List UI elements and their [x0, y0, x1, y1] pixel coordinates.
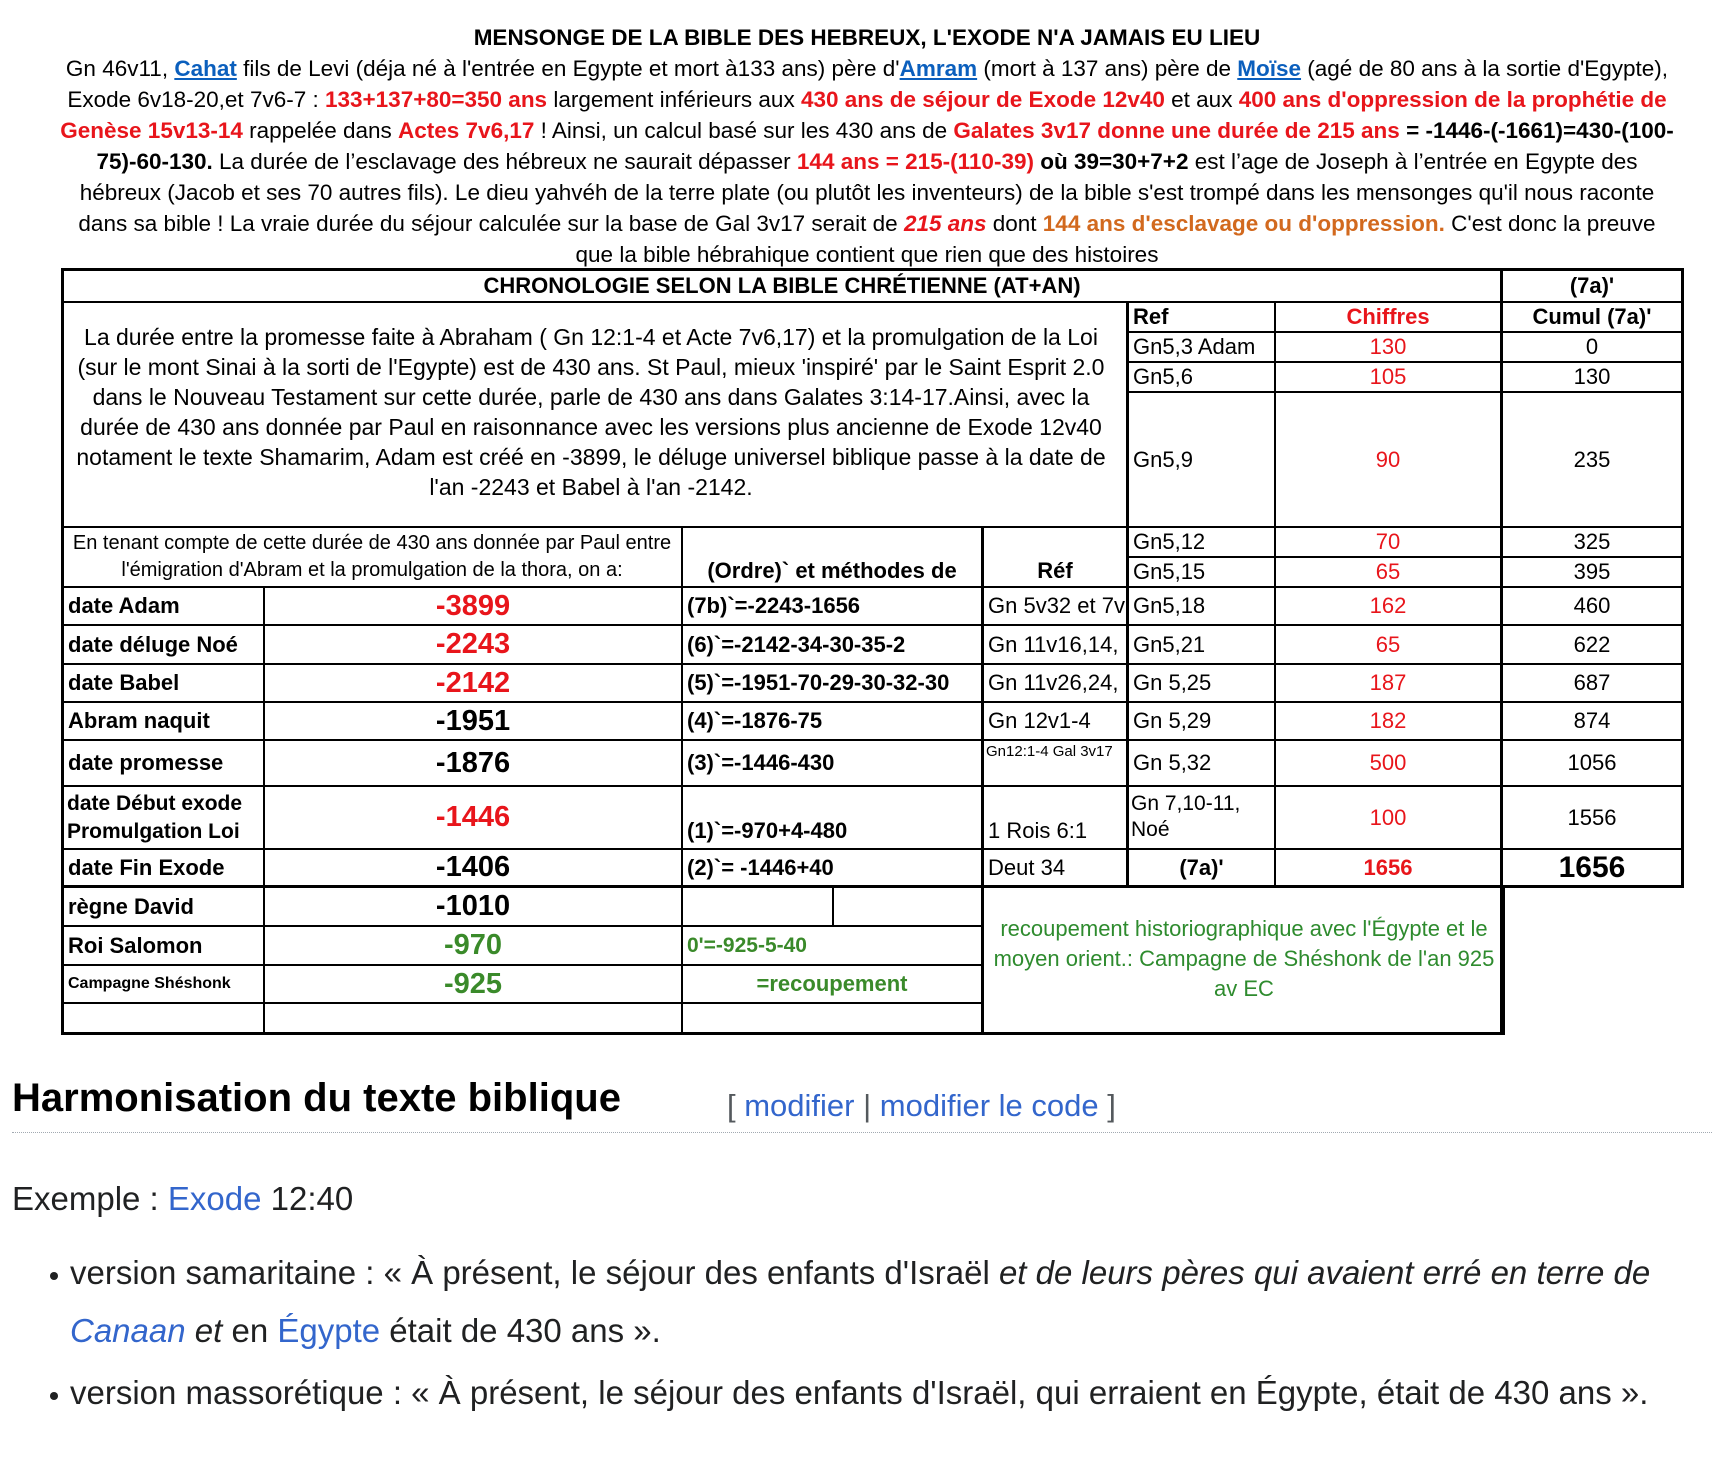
intro-highlight: 133+137+80=350 ans: [324, 87, 548, 112]
genealogy-cumul: 235: [1573, 446, 1611, 472]
table-note: En tenant compte de cette durée de 430 ans donnée par Paul entre l'émigration d'Abram et la promulgation de la thora, on a:: [72, 532, 672, 581]
date-label: règne David: [68, 893, 194, 919]
genealogy-chiffre: 70: [1375, 529, 1401, 554]
intro-title: MENSONGE DE LA BIBLE DES HEBREUX, L'EXODE N'A JAMAIS EU LIEU: [473, 25, 1261, 50]
intro-text: Gn 46v11,: [65, 56, 175, 81]
date-value: -1010: [435, 890, 511, 922]
genealogy-cumul: 130: [1573, 364, 1611, 389]
date-value: -925: [443, 967, 503, 1000]
intro-text: et aux: [1164, 87, 1239, 112]
col-chiffres-header: Chiffres: [1346, 304, 1430, 329]
intro-highlight-orange: 144 ans d'esclavage ou d'oppression.: [1042, 211, 1445, 236]
intro-text: rappelée dans: [242, 118, 399, 143]
genealogy-ref: Gn5,6: [1133, 364, 1193, 389]
date-method: (1)`=-970+4-480: [687, 817, 848, 843]
genealogy-ref: Gn5,18: [1133, 593, 1206, 618]
date-ref: Gn12:1-4 Gal 3v17: [986, 743, 1113, 760]
bullet-icon: [50, 1392, 58, 1400]
date-method: (3)`=-1446-430: [687, 750, 835, 775]
intro-text: dont: [986, 211, 1043, 236]
intro-highlight: Galates 3v17 donne une durée de 215 ans: [953, 118, 1400, 143]
bullet-massoretique: version massorétique : « À présent, le séjour des enfants d'Israël, qui erraient en Égypte, était de 430 ans ».: [70, 1374, 1649, 1411]
genealogy-chiffre: 100: [1369, 804, 1407, 830]
genealogy-cumul: 622: [1573, 631, 1611, 657]
ref-line: Noé: [1131, 818, 1170, 841]
genealogy-cumul: 874: [1573, 708, 1611, 733]
table-border: [61, 1002, 982, 1004]
date-value: -1876: [435, 746, 511, 779]
genealogy-ref: Gn 5,32: [1133, 750, 1212, 775]
exode-link[interactable]: Exode: [167, 1180, 262, 1217]
date-label-line: Promulgation Loi: [67, 820, 240, 843]
genealogy-chiffre: 187: [1369, 670, 1407, 695]
bullet-samaritaine: [70, 1244, 1720, 1360]
edit-separator: |: [854, 1088, 880, 1123]
date-label-line: date Début exode: [67, 792, 243, 815]
date-label: date Fin Exode: [68, 854, 225, 880]
total-ref: (7a)': [1179, 854, 1224, 880]
intro-text: (mort à 137 ans) père de: [977, 56, 1238, 81]
intro-text: (agé de 80 ans à la sortie d'Egypte), Exode 6v18-20,et 7v6-7 :: [67, 56, 1669, 112]
recoupement-note: recoupement historiographique avec l'Égypte et le moyen orient.: Campagne de Shéshonk de l'an 925 av EC: [993, 916, 1495, 1001]
table-header-right: (7a)': [1569, 273, 1615, 298]
intro-highlight: 400 ans d'oppression de la prophétie de Genèse 15v13-14: [60, 87, 1667, 143]
genealogy-chiffre: 65: [1375, 559, 1401, 584]
intro-bold: = -1446-(-1661)=430-(100-75)-60-130.: [96, 118, 1674, 174]
date-label: Campagne Shéshonk: [68, 975, 231, 992]
bullet-text: version samaritaine : « À présent, le séjour des enfants d'Israël: [70, 1254, 999, 1291]
date-label: date déluge Noé: [68, 631, 238, 657]
genealogy-ref: [1131, 791, 1274, 843]
genealogy-cumul: 395: [1573, 559, 1611, 584]
intro-text: La durée de l’esclavage des hébreux ne saurait dépasser: [212, 149, 797, 174]
date-method: (2)`= -1446+40: [687, 854, 834, 880]
date-ref: Deut 34: [988, 854, 1066, 880]
edit-link[interactable]: modifier: [744, 1088, 855, 1123]
ref-header: Réf: [1037, 558, 1073, 583]
date-ref: Gn 11v26,24,: [988, 670, 1119, 695]
genealogy-ref: Gn5,21: [1133, 631, 1206, 657]
edit-bracket: [: [727, 1088, 745, 1123]
bullet-icon: [50, 1272, 58, 1280]
genealogy-cumul: 687: [1573, 670, 1611, 695]
genealogy-ref: Gn5,15: [1133, 559, 1206, 584]
intro-highlight: Actes 7v6,17: [398, 118, 535, 143]
date-method: (6)`=-2142-34-30-35-2: [687, 631, 906, 657]
table-border: [61, 1032, 1503, 1035]
date-ref: Gn 5v32 et 7v: [988, 593, 1125, 618]
intro-highlight: 144 ans = 215-(110-39): [796, 149, 1034, 174]
intro-block: [60, 22, 1674, 270]
example-line: [12, 1170, 353, 1228]
amram-link[interactable]: Amram: [899, 56, 978, 81]
table-border: [1502, 885, 1505, 1035]
date-label: date promesse: [68, 750, 224, 775]
intro-text: fils de Levi (déja né à l'entrée en Egypte et mort à133 ans) père d': [236, 56, 900, 81]
genealogy-ref: Gn 5,29: [1133, 708, 1212, 733]
total-chiffre: 1656: [1363, 854, 1413, 880]
intro-bold: où 39=30+7+2: [1033, 149, 1189, 174]
table-header: CHRONOLOGIE SELON LA BIBLE CHRÉTIENNE (AT+AN): [483, 273, 1081, 298]
total-cumul: 1656: [1558, 850, 1626, 884]
ref-line: Gn 7,10-11,: [1131, 792, 1241, 815]
date-method: (5)`=-1951-70-29-30-32-30: [687, 670, 950, 695]
intro-highlight: 215 ans: [903, 211, 987, 236]
date-label: Abram naquit: [68, 708, 210, 733]
date-value: -970: [443, 929, 503, 961]
date-label: Roi Salomon: [68, 932, 203, 958]
bullet-text: était de 430 ans ».: [380, 1312, 661, 1349]
section-title: Harmonisation du texte biblique: [12, 1076, 621, 1120]
genealogy-cumul: 0: [1585, 334, 1599, 359]
intro-text: largement inférieurs aux: [547, 87, 801, 112]
date-label: date Babel: [68, 670, 180, 695]
genealogy-chiffre: 105: [1369, 364, 1407, 389]
section-heading: [12, 1076, 1712, 1133]
date-ref: Gn 12v1-4: [988, 708, 1091, 733]
genealogy-chiffre: 162: [1369, 593, 1407, 618]
genealogy-chiffre: 500: [1369, 750, 1407, 775]
example-prefix: Exemple :: [12, 1180, 168, 1217]
section-edit-links: [727, 1088, 1116, 1124]
date-method: 0'=-925-5-40: [687, 933, 807, 957]
genealogy-chiffre: 90: [1375, 446, 1401, 472]
genealogy-cumul: 1056: [1567, 750, 1617, 775]
intro-text: est l’age de Joseph à l’entrée en Egypte des hébreux (Jacob et ses 70 autres fils). Le dieu yahvéh de la terre plate (ou plutôt les inventeurs) de la bible s'est trompé dans les mensonges qu'il nous raconte dans sa bible ! La vraie durée du séjour calculée sur la base de Gal 3v17 serait de: [78, 149, 1655, 236]
genealogy-chiffre: 65: [1375, 631, 1401, 657]
intro-text: C'est donc la preuve que la bible hébrahique contient que rien que des histoires: [575, 211, 1656, 267]
egypte-link[interactable]: Égypte: [277, 1312, 381, 1349]
genealogy-chiffre: 130: [1369, 334, 1407, 359]
date-label: [67, 790, 263, 846]
bullet-italic: et de leurs pères qui avaient erré en terre de: [998, 1254, 1651, 1291]
genealogy-chiffre: 182: [1369, 708, 1407, 733]
example-ref: 12:40: [261, 1180, 354, 1217]
genealogy-ref: Gn5,9: [1133, 446, 1193, 472]
bullet-italic: et: [185, 1312, 223, 1349]
date-ref: Gn 11v16,14,: [988, 631, 1119, 657]
date-method: (4)`=-1876-75: [687, 708, 823, 733]
canaan-link[interactable]: Canaan: [70, 1312, 186, 1349]
date-value: -2142: [435, 666, 511, 699]
methods-header: (Ordre)` et méthodes de: [707, 558, 957, 583]
genealogy-ref: Gn5,12: [1133, 529, 1206, 554]
bullet-text: en: [222, 1312, 278, 1349]
date-label: date Adam: [68, 593, 180, 618]
date-method: (7b)`=-2243-1656: [687, 593, 861, 618]
date-value: -1951: [435, 704, 511, 737]
genealogy-cumul: 325: [1573, 529, 1611, 554]
table-border: [832, 885, 834, 925]
cahat-link[interactable]: Cahat: [174, 56, 237, 81]
date-value: -3899: [435, 589, 511, 622]
genealogy-cumul: 1556: [1567, 804, 1617, 830]
genealogy-cumul: 460: [1573, 593, 1611, 618]
date-method: =recoupement: [756, 971, 908, 996]
date-value: -1406: [435, 851, 511, 883]
genealogy-ref: Gn5,3 Adam: [1133, 334, 1256, 359]
date-value: -2243: [435, 628, 511, 660]
intro-highlight: 430 ans de séjour de Exode 12v40: [800, 87, 1165, 112]
intro-paragraph: [60, 53, 1674, 270]
date-value: -1446: [435, 801, 511, 833]
edit-source-link[interactable]: modifier le code: [879, 1088, 1099, 1123]
edit-bracket: ]: [1098, 1088, 1116, 1123]
date-ref: 1 Rois 6:1: [988, 817, 1088, 843]
col-cumul-header: Cumul (7a)': [1532, 304, 1652, 329]
table-description: La durée entre la promesse faite à Abraham ( Gn 12:1-4 et Acte 7v6,17) et la promulgation de la Loi (sur le mont Sinai à la sorti de l'Egypte) est de 430 ans. St Paul, mieux 'inspiré' par le Saint Esprit 2.0 dans le Nouveau Testament sur cette durée, parle de 430 ans dans Galates 3:14-17.Ainsi, avec la durée de 430 ans donnée par Paul en raisonnance avec les versions plus ancienne de Exode 12v40 notament le texte Shamarim, Adam est créé en -3899, le déluge universel biblique passe à la date de l'an -2243 et Babel à l'an -2142.: [76, 324, 1106, 500]
genealogy-ref: Gn 5,25: [1133, 670, 1212, 695]
moise-link[interactable]: Moïse: [1237, 56, 1302, 81]
intro-text: ! Ainsi, un calcul basé sur les 430 ans de: [534, 118, 954, 143]
col-ref-header: Ref: [1133, 304, 1169, 329]
